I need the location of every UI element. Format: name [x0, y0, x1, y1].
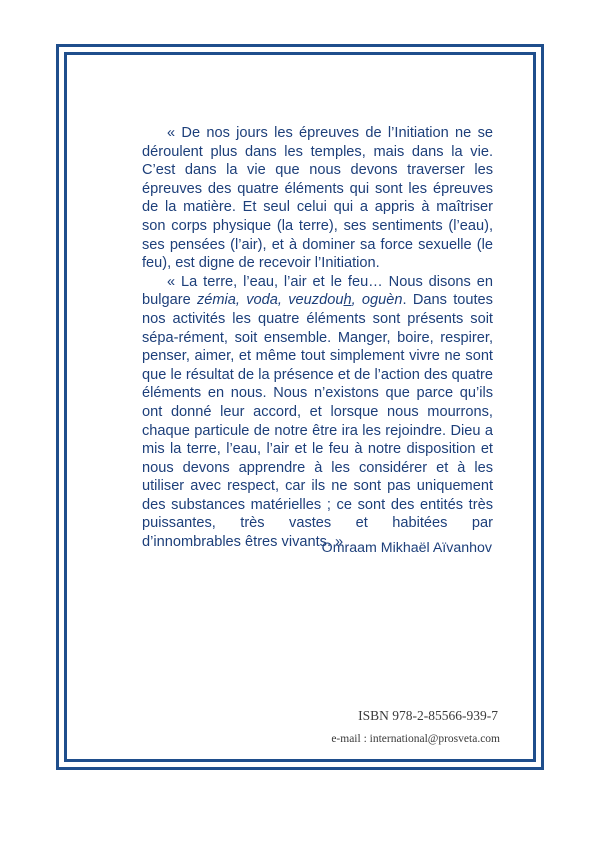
- bulgarian-words: [197, 292, 403, 308]
- author-signature: Omraam Mikhaël Aïvanhov: [321, 540, 492, 556]
- quote-block: [142, 124, 493, 552]
- quote-paragraph-2-intro: « La terre, l’eau, l’air et le feu… Nous disons en bulgare: [142, 273, 493, 309]
- bulgarian-word-last: , oguèn: [351, 292, 403, 309]
- isbn-number: ISBN 978-2-85566-939-7: [358, 708, 498, 723]
- bulgarian-word-part: zémia, voda, veuzdou: [196, 292, 344, 309]
- bulgarian-word-underlined: h: [343, 292, 352, 309]
- quote-paragraph-1: « De nos jours les épreuves de l’Initiation ne se déroulent plus dans les temples, mais dans la vie. C’est dans la vie que nous devons traverser les épreuves des quatre éléments qui sont les épreuves de la matière. Et seul celui qui a appris à maîtriser son corps physique (la terre), ses sentiments (l’eau), ses pensées (l’air), et à dominer sa force sexuelle (le feu), est digne de recevoir l’Initiation.: [142, 125, 493, 272]
- quote-paragraph-2-rest: . Dans toutes nos activités les quatre éléments sont présents soit sépa-rément, soit ensemble. Manger, boire, respirer, penser, aimer, et même tout simplement vivre ne sont que le résultat de la présence et de l’action des quatre éléments en nous. Nous n’existons que parce qu’ils ont donné leur accord, et lorsque nous mourrons, chaque particule de notre être ira les rejoindre. Dieu a mis la terre, l’eau, l’air et le feu à notre disposition et nous devons apprendre à les considérer et à les utiliser avec respect, car ils ne sont pas uniquement des substances matérielles ; ce sont des entités très puissantes, très vastes et habitées par d’innombrables êtres vivants. »: [142, 292, 493, 551]
- quote-paragraph-2: [142, 273, 493, 552]
- contact-email: e-mail : international@prosveta.com: [331, 733, 500, 745]
